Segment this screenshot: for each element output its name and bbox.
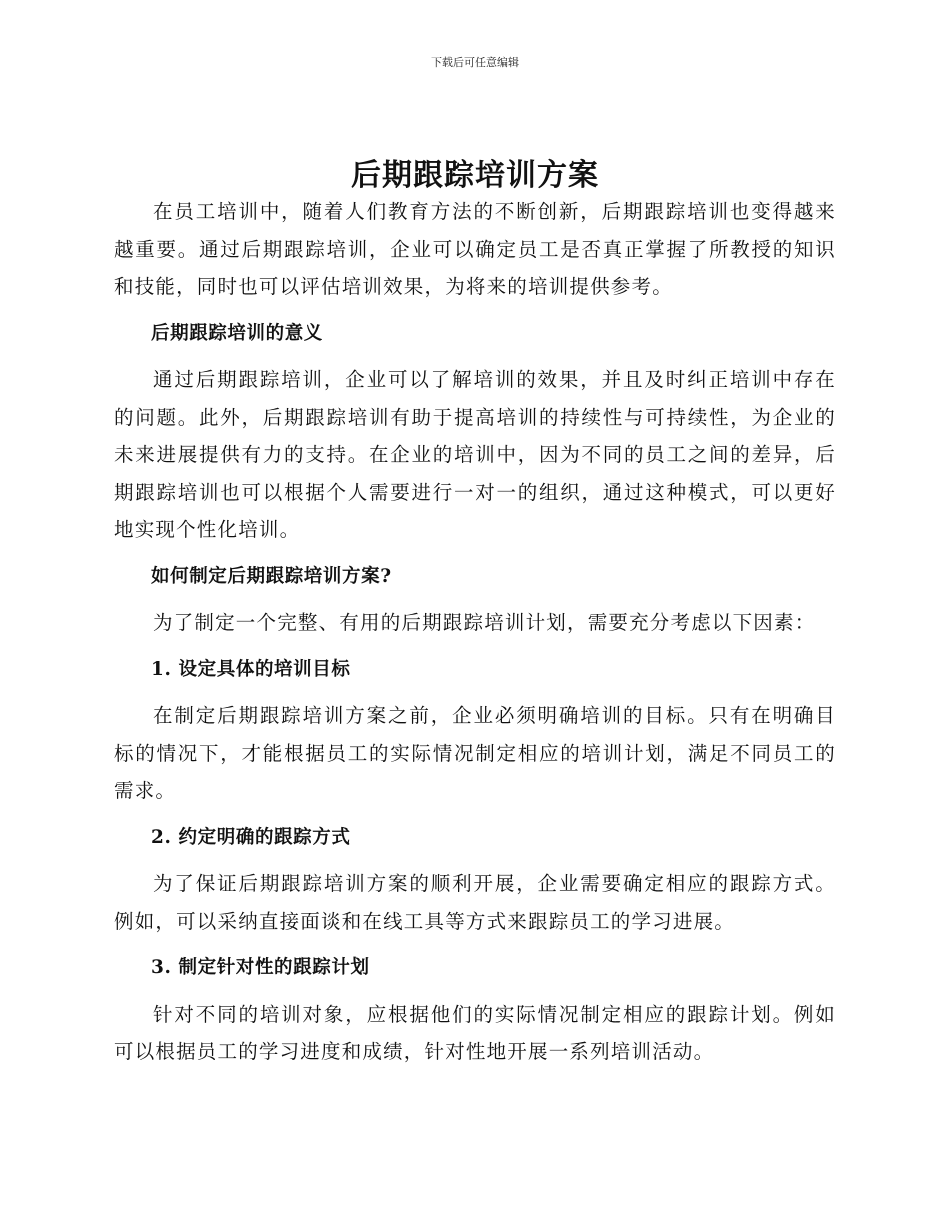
document-body [114,193,836,1071]
how-to-paragraph: 为了制定一个完整、有用的后期跟踪培训计划，需要充分考虑以下因素： [153,611,816,634]
section-heading-tracking-method: 2. 约定明确的跟踪方式 [151,826,351,848]
document-title: 后期跟踪培训方案 [351,158,599,193]
tracking-method-paragraph: 为了保证后期跟踪培训方案的顺利开展，企业需要确定相应的跟踪方式。例如，可以采纳直接面谈和在线工具等方式来跟踪员工的学习进展。 [114,872,836,933]
section-heading-tracking-plan: 3. 制定针对性的跟踪计划 [151,957,370,978]
page-header-note: 下载后可任意编辑 [431,56,519,69]
significance-paragraph: 通过后期跟踪培训，企业可以了解培训的效果，并且及时纠正培训中存在的问题。此外，后期跟踪培训有助于提高培训的持续性与可持续性，为企业的未来进展提供有力的支持。在企业的培训中，因为不同的员工之间的差异，后期跟踪培训也可以根据个人需要进行一对一的组织，通过这种模式，可以更好地实现个性化培训。 [114,368,836,541]
intro-paragraph: 在员工培训中，随着人们教育方法的不断创新，后期跟踪培训也变得越来越重要。通过后期跟踪培训，企业可以确定员工是否真正掌握了所教授的知识和技能，同时也可以评估培训效果，为将来的培训提供参考。 [114,200,836,298]
section-heading-how-to: 如何制定后期跟踪培训方案? [151,565,392,587]
tracking-plan-paragraph: 针对不同的培训对象，应根据他们的实际情况制定相应的跟踪计划。例如可以根据员工的学习进度和成绩，针对性地开展一系列培训活动。 [114,1002,836,1063]
section-heading-goals: 1. 设定具体的培训目标 [151,658,351,680]
section-heading-significance: 后期跟踪培训的意义 [151,322,323,344]
goals-paragraph: 在制定后期跟踪培训方案之前，企业必须明确培训的目标。只有在明确目标的情况下，才能根据员工的实际情况制定相应的培训计划，满足不同员工的需求。 [114,704,836,802]
